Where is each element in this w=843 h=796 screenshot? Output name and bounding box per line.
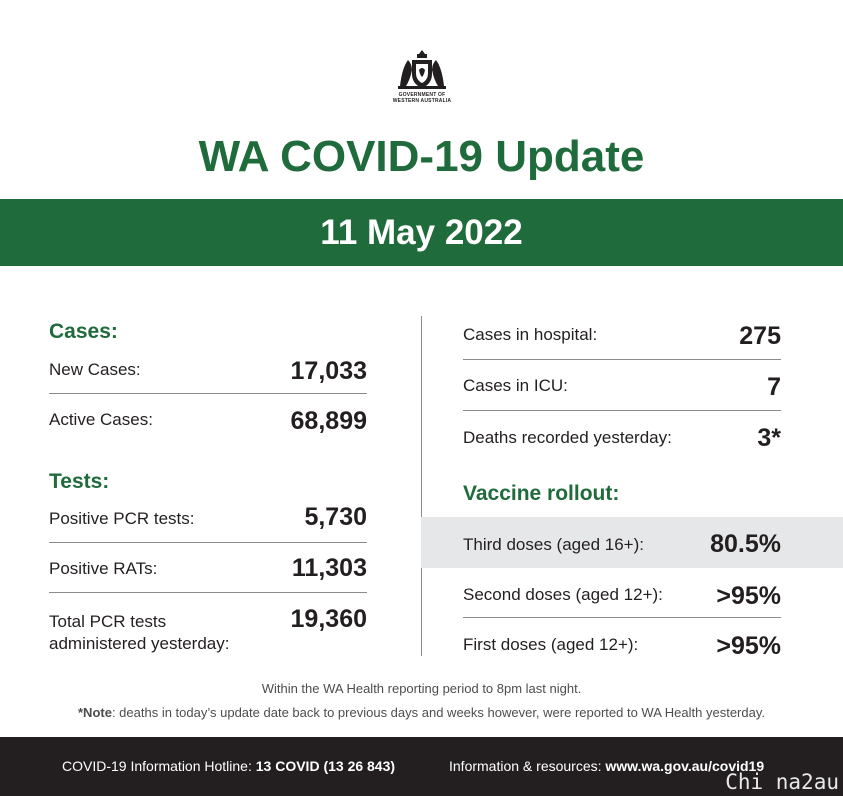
deaths-value: 3* — [757, 424, 781, 452]
icu-row — [463, 361, 781, 411]
new-cases-row — [49, 344, 367, 394]
positive-rats-value: 11,303 — [291, 554, 367, 582]
active-cases-value: 68,899 — [290, 407, 367, 435]
hotline-number[interactable]: 13 COVID (13 26 843) — [255, 758, 396, 774]
new-cases-value: 17,033 — [290, 357, 367, 385]
second-dose-value: >95% — [716, 582, 781, 610]
note-marker: *Note — [78, 705, 112, 720]
total-pcr-label-line1: Total PCR tests — [49, 612, 167, 631]
total-pcr-label-line2: administered yesterday: — [49, 634, 230, 653]
deaths-row — [463, 412, 781, 462]
total-pcr-row — [49, 593, 367, 657]
watermark-text: Chi na2au — [725, 770, 839, 794]
row-divider — [463, 359, 781, 360]
positive-rats-row — [49, 543, 367, 593]
active-cases-label: Active Cases: — [49, 410, 153, 429]
deaths-label: Deaths recorded yesterday: — [463, 428, 672, 447]
hotline-info — [62, 758, 395, 774]
vaccine-heading: Vaccine rollout: — [463, 482, 620, 505]
icu-label: Cases in ICU: — [463, 376, 568, 395]
crest-caption-line2: WESTERN AUSTRALIA — [392, 98, 452, 104]
hospital-row — [463, 310, 781, 360]
third-dose-value: 80.5% — [710, 530, 781, 558]
coat-of-arms-icon — [392, 46, 452, 92]
total-pcr-value: 19,360 — [290, 605, 367, 633]
update-date: 11 May 2022 — [320, 213, 523, 252]
resources-info — [449, 758, 764, 774]
positive-pcr-row — [49, 493, 367, 543]
positive-rats-label: Positive RATs: — [49, 559, 158, 578]
resources-link[interactable]: www.wa.gov.au/covid19 — [605, 758, 765, 774]
row-divider — [463, 410, 781, 411]
hospital-label: Cases in hospital: — [463, 325, 598, 344]
positive-pcr-label: Positive PCR tests: — [49, 509, 195, 528]
date-banner — [0, 199, 843, 266]
note-text: : deaths in today’s update date back to previous days and weeks however, were reported to WA Health yesterday. — [111, 705, 765, 720]
third-dose-label: Third doses (aged 16+): — [463, 535, 644, 554]
page-title: WA COVID-19 Update — [198, 132, 645, 181]
reporting-period-note: Within the WA Health reporting period to 8pm last night. — [261, 681, 582, 696]
icu-value: 7 — [767, 373, 781, 401]
crest-caption-line1: GOVERNMENT OF — [398, 92, 446, 98]
cases-heading: Cases: — [49, 320, 118, 343]
first-dose-value: >95% — [716, 632, 781, 660]
hospital-value: 275 — [739, 322, 781, 350]
first-dose-label: First doses (aged 12+): — [463, 635, 639, 654]
first-dose-row — [463, 618, 781, 668]
total-pcr-label — [49, 611, 229, 655]
second-dose-row — [463, 568, 781, 618]
active-cases-row — [49, 394, 367, 444]
wa-government-crest — [390, 46, 454, 108]
second-dose-label: Second doses (aged 12+): — [463, 585, 663, 604]
deaths-note — [0, 705, 843, 720]
new-cases-label: New Cases: — [49, 360, 141, 379]
hotline-label: COVID-19 Information Hotline: — [62, 758, 256, 774]
resources-label: Information & resources: — [449, 758, 606, 774]
footer-bar — [0, 737, 843, 796]
positive-pcr-value: 5,730 — [304, 503, 367, 531]
third-dose-row — [463, 518, 781, 568]
tests-heading: Tests: — [49, 470, 110, 493]
column-divider — [421, 316, 422, 656]
